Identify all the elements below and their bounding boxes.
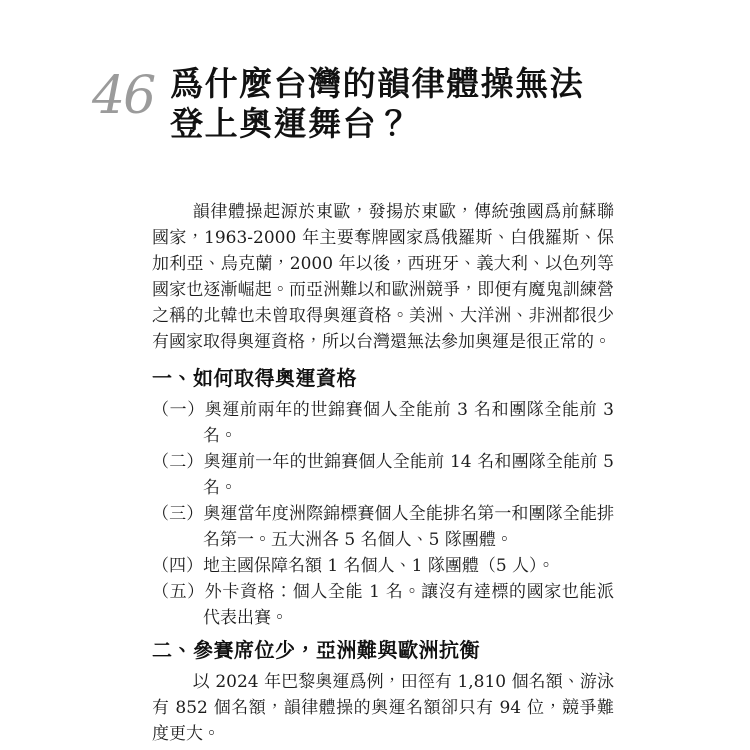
list-item-2-text: 奧運前一年的世錦賽個人全能前 14 名和團隊全能前 5 名。 — [203, 452, 614, 498]
list-item-1 — [152, 397, 614, 449]
list-item-3-text: 奧運當年度洲際錦標賽個人全能排名第一和團隊全能排名第一。五大洲各 5 名個人、5 隊團體。 — [203, 504, 615, 550]
list-item-2 — [152, 449, 614, 501]
chapter-header — [92, 64, 596, 144]
list-item-5-marker: （五） — [152, 582, 205, 602]
list-item-1-text: 奧運前兩年的世錦賽個人全能前 3 名和團隊全能前 3 名。 — [203, 400, 615, 446]
chapter-number: 46 — [92, 66, 155, 126]
section-2-heading: 二、參賽席位少，亞洲難與歐洲抗衡 — [152, 638, 480, 662]
chapter-title: 爲什麼台灣的韻律體操無法登上奧運舞台？ — [170, 64, 585, 143]
qualification-list — [152, 397, 614, 631]
list-item-4-marker: （四） — [152, 556, 203, 576]
list-item-3-marker: （三） — [152, 504, 204, 524]
list-item-4-text: 地主國保障名額 1 名個人、1 隊團體（5 人）。 — [203, 556, 555, 576]
list-item-5 — [152, 579, 614, 631]
intro-paragraph: 韻律體操起源於東歐，發揚於東歐，傳統強國爲前蘇聯國家，1963-2000 年主要奪牌國家爲俄羅斯、白俄羅斯、保加利亞、烏克蘭，2000 年以後，西班牙、義大利、以色列等國家也逐漸崛起。而亞洲難以和歐洲競爭，即便有魔鬼訓練營之稱的北韓也未曾取得奧運資格。美洲、大洋洲、非洲都很少有國家取得奧運資格，所以台灣還無法參加奧運是很正常的。 — [152, 202, 614, 352]
section-1-heading: 一、如何取得奧運資格 — [152, 366, 357, 390]
section-2-paragraph: 以 2024 年巴黎奧運爲例，田徑有 1,810 個名額、游泳有 852 個名額，韻律體操的奧運名額卻只有 94 位，競爭難度更大。 — [152, 672, 614, 744]
list-item-4 — [152, 553, 614, 579]
list-item-1-marker: （一） — [152, 400, 205, 420]
page-content — [152, 199, 614, 747]
list-item-3 — [152, 501, 614, 553]
list-item-5-text: 外卡資格：個人全能 1 名。讓沒有達標的國家也能派代表出賽。 — [203, 582, 615, 628]
list-item-2-marker: （二） — [152, 452, 204, 472]
